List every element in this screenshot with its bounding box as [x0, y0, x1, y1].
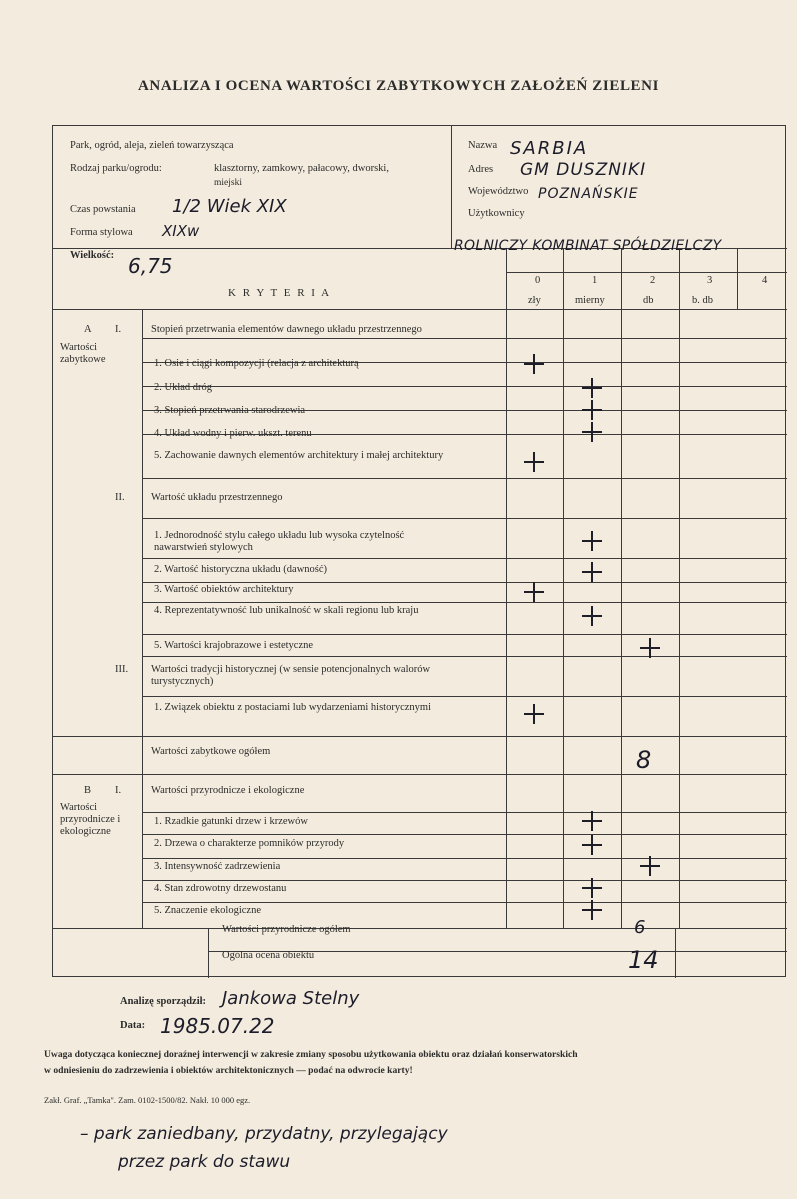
divider	[621, 248, 622, 928]
handwritten-adres: GM DUSZNIKI	[520, 160, 647, 180]
scale-word: db	[643, 295, 654, 306]
criterion: 3. Intensywność zadrzewienia	[154, 861, 281, 872]
divider	[451, 126, 452, 248]
handwritten-nazwa: SARBIA	[510, 138, 589, 159]
handwritten-sporzadzil: Jankowa Stelny	[222, 988, 360, 1009]
wielkosc-label: Wielkość:	[70, 250, 115, 261]
nazwa-label: Nazwa	[468, 140, 498, 151]
score-mark	[580, 604, 604, 628]
score-mark	[522, 702, 546, 726]
divider	[53, 309, 787, 310]
rodzaj-options-2: miejski	[214, 178, 242, 188]
divider	[737, 248, 738, 309]
czas-label: Czas powstania	[70, 204, 136, 215]
data-label: Data:	[120, 1020, 146, 1031]
handwritten-forma: XIXw	[162, 222, 200, 240]
score-mark	[580, 529, 604, 553]
score-mark	[522, 352, 546, 376]
section-a-roman: II.	[115, 492, 125, 503]
handwritten-wielkosc: 6,75	[128, 254, 173, 278]
criterion: 1. Związek obiektu z postaciami lub wydarzeniami historycznymi	[154, 702, 431, 713]
handwritten-bottom-1: – park zaniedbany, przydatny, przylegający	[80, 1124, 448, 1144]
scale-word: zły	[528, 295, 541, 306]
handwritten-wojewodztwo: POZNAŃSKIE	[538, 186, 639, 202]
divider	[142, 880, 787, 881]
handwritten-total-a: 8	[636, 746, 652, 774]
criteria-header: K R Y T E R I A	[228, 287, 332, 299]
divider	[142, 386, 787, 387]
rodzaj-options: klasztorny, zamkowy, pałacowy, dworski,	[214, 163, 389, 174]
score-mark	[522, 450, 546, 474]
divider	[142, 858, 787, 859]
divider	[142, 582, 787, 583]
note-line-1: Uwaga dotycząca koniecznej doraźnej interwencji w zakresie zmiany sposobu użytkowania obiektu oraz działań konserwatorskich	[44, 1049, 578, 1060]
divider	[142, 338, 787, 339]
group-title: Stopień przetrwania elementów dawnego układu przestrzennego	[151, 324, 422, 335]
criterion: 2. Układ dróg	[154, 382, 213, 393]
section-b-roman: I.	[115, 785, 122, 796]
scale-number: 1	[592, 275, 598, 286]
divider	[675, 928, 676, 978]
divider	[53, 774, 787, 775]
section-b-label: Wartości przyrodnicze i ekologiczne	[60, 802, 121, 837]
forma-label: Forma stylowa	[70, 227, 133, 238]
section-a-label: Wartości zabytkowe	[60, 342, 106, 365]
criterion: 3. Stopień przetrwania starodrzewia	[154, 405, 306, 416]
criterion: 1. Jednorodność stylu całego układu lub wysoka czytelność nawarstwień stylowych	[154, 530, 405, 553]
score-mark	[580, 398, 604, 422]
adres-label: Adres	[468, 164, 494, 175]
divider	[53, 928, 787, 929]
divider	[142, 634, 787, 635]
divider	[142, 696, 787, 697]
note-line-2: w odniesieniu do zadrzewienia i obiektów architektonicznych — podać na odwrocie karty!	[44, 1065, 413, 1076]
score-mark	[580, 809, 604, 833]
divider	[142, 518, 787, 519]
handwritten-total-b: 6	[634, 917, 646, 938]
divider	[506, 248, 507, 928]
park-type-line: Park, ogród, aleja, zieleń towarzysząca	[70, 140, 234, 151]
criterion: 1. Osie i ciągi kompozycji (relacja z architekturą	[154, 358, 359, 369]
score-mark	[522, 580, 546, 604]
scale-word: b. db	[692, 295, 713, 306]
score-mark	[580, 898, 604, 922]
handwritten-overall: 14	[628, 946, 659, 974]
criterion: 5. Znaczenie ekologiczne	[154, 905, 261, 916]
handwritten-data: 1985.07.22	[160, 1014, 275, 1038]
criterion: 4. Układ wodny i pierw. ukszt. terenu	[154, 428, 312, 439]
group-title: Wartości przyrodnicze i ekologiczne	[151, 785, 305, 796]
divider	[208, 928, 209, 978]
score-mark	[580, 376, 604, 400]
divider	[142, 478, 787, 479]
divider	[142, 656, 787, 657]
divider	[53, 736, 787, 737]
divider	[142, 309, 143, 929]
score-mark	[580, 560, 604, 584]
criterion: 4. Reprezentatywność lub unikalność w skali regionu lub kraju	[154, 605, 419, 616]
criterion: 5. Zachowanie dawnych elementów architektury i małej architektury	[154, 450, 444, 461]
divider	[142, 558, 787, 559]
scale-word: mierny	[575, 295, 605, 306]
handwritten-czas: 1/2 Wiek XIX	[172, 196, 287, 217]
rodzaj-label: Rodzaj parku/ogrodu:	[70, 163, 162, 174]
print-info: Zakł. Graf. „Tamka". Zam. 0102-1500/82. Nakł. 10 000 egz.	[44, 1095, 251, 1105]
group-title: Wartość układu przestrzennego	[151, 492, 283, 503]
scale-number: 3	[707, 275, 713, 286]
criterion: 2. Drzewa o charakterze pomników przyrody	[154, 838, 345, 849]
uzytkownicy-label: Użytkownicy	[468, 208, 525, 219]
criterion: 5. Wartości krajobrazowe i estetyczne	[154, 640, 314, 651]
handwritten-uzytkownicy: ROLNICZY KOMBINAT SPÓŁDZIELCZY	[454, 238, 722, 254]
total-label: Wartości przyrodnicze ogółem	[222, 924, 351, 935]
score-mark	[580, 876, 604, 900]
divider	[563, 248, 564, 928]
divider	[506, 272, 787, 273]
criterion: 4. Stan zdrowotny drzewostanu	[154, 883, 287, 894]
total-label: Wartości zabytkowe ogółem	[151, 746, 271, 757]
score-mark	[638, 854, 662, 878]
handwritten-bottom-2: przez park do stawu	[118, 1152, 291, 1172]
divider	[142, 902, 787, 903]
overall-label: Ogólna ocena obiektu	[222, 950, 315, 961]
section-a-roman: III.	[115, 664, 129, 675]
sporzadzil-label: Analizę sporządził:	[120, 996, 207, 1007]
scale-number: 4	[762, 275, 768, 286]
score-mark	[638, 636, 662, 660]
divider	[679, 248, 680, 928]
section-a-letter: A	[84, 324, 92, 335]
criterion: 2. Wartość historyczna układu (dawność)	[154, 564, 328, 575]
page-title: ANALIZA I OCENA WARTOŚCI ZABYTKOWYCH ZAŁOŻEŃ ZIELENI	[137, 78, 660, 94]
criterion: 1. Rzadkie gatunki drzew i krzewów	[154, 816, 308, 827]
section-a-roman: I.	[115, 324, 122, 335]
scale-number: 0	[535, 275, 541, 286]
wojewodztwo-label: Województwo	[468, 186, 529, 197]
divider	[142, 812, 787, 813]
divider	[142, 834, 787, 835]
scale-number: 2	[650, 275, 656, 286]
criterion: 3. Wartość obiektów architektury	[154, 584, 294, 595]
divider	[142, 602, 787, 603]
score-mark	[580, 420, 604, 444]
section-b-letter: B	[84, 785, 92, 796]
group-title: Wartości tradycji historycznej (w sensie potencjonalnych walorów turystycznych)	[151, 664, 431, 687]
score-mark	[580, 833, 604, 857]
